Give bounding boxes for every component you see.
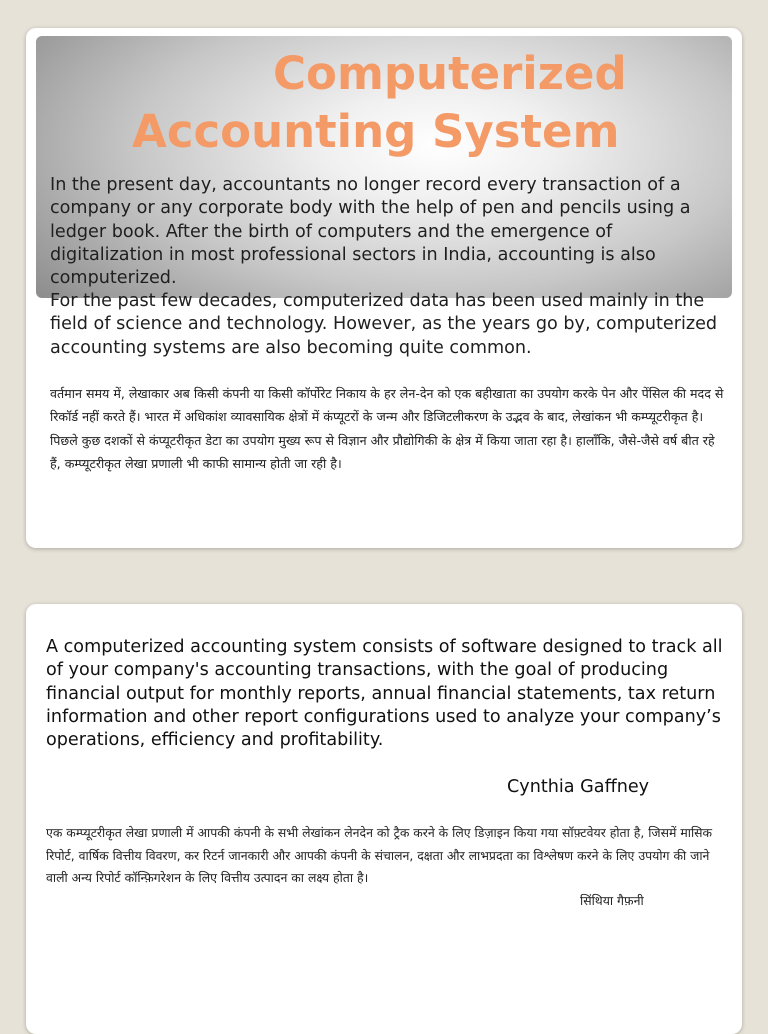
slide-title-line-1: Computerized xyxy=(273,47,627,100)
definition-quote: A computerized accounting system consists of software designed to track all of your company's accounting transactions, with the goal of producing financial output for monthly reports, annual financial statements, tax return information and other report configurations used to analyze your company’s operations, efficiency and profitability. xyxy=(46,637,723,751)
quote-author: Cynthia Gaffney xyxy=(507,777,650,797)
hindi-quote-author: सिंथिया गैफ़नी xyxy=(580,893,644,908)
hindi-paragraph: वर्तमान समय में, लेखाकार अब किसी कंपनी या किसी कॉर्पोरेट निकाय के हर लेन-देन को एक बहीखाता का उपयोग करके पेन और पेंसिल की मदद से रिकॉर्ड नहीं करते हैं। भारत में अधिकांश व्यावसायिक क्षेत्रों में कंप्यूटरों के जन्म और डिजिटलीकरण के उद्भव के बाद, लेखांकन भी कम्प्यूटरीकृत है। पिछले कुछ दशकों से कंप्यूटरीकृत डेटा का उपयोग मुख्य रूप से विज्ञान और प्रौद्योगिकी के क्षेत्र में किया जाता रहा है। हालाँकि, जैसे-जैसे वर्ष बीत रहे हैं, कम्प्यूटरीकृत लेखा प्रणाली भी काफी सामान्य होती जा रही है। xyxy=(50,386,724,471)
slide-2 xyxy=(26,604,742,1034)
intro-paragraph-1: In the present day, accountants no longer record every transaction of a company or any corporate body with the help of pen and pencils using a ledger book. After the birth of computers and the emergence of digitalization in most professional sectors in India, accounting is also computerized. xyxy=(50,175,691,289)
slide-1 xyxy=(26,28,742,548)
slide-title-line-2: Accounting System xyxy=(132,105,620,158)
hindi-quote: एक कम्प्यूटरीकृत लेखा प्रणाली में आपकी कंपनी के सभी लेखांकन लेनदेन को ट्रैक करने के लिए डिज़ाइन किया गया सॉफ़्टवेयर होता है, जिसमें मासिक रिपोर्ट, वार्षिक वित्तीय विवरण, कर रिटर्न जानकारी और आपकी कंपनी के संचालन, दक्षता और लाभप्रदता का विश्लेषण करने के लिए उपयोग की जाने वाली अन्य रिपोर्ट कॉन्फ़िगरेशन के लिए वित्तीय उत्पादन का लक्ष्य होता है। xyxy=(46,825,713,885)
intro-paragraph-2: For the past few decades, computerized data has been used mainly in the field of science and technology. However, as the years go by, computerized accounting systems are also becoming quite common. xyxy=(50,291,718,358)
